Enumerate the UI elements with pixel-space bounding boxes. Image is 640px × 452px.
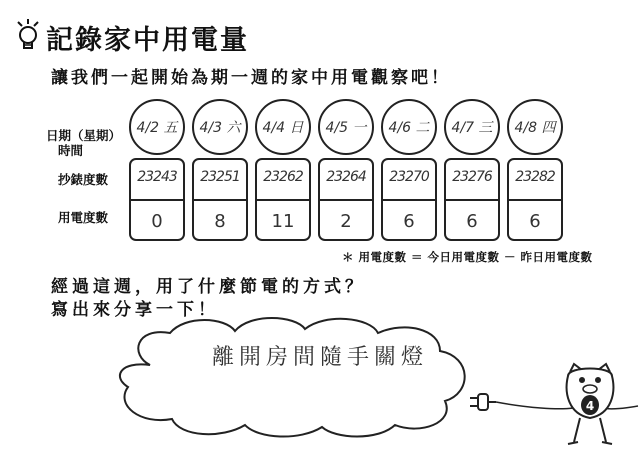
date-circle (129, 99, 185, 155)
meter-cell (192, 158, 248, 200)
date-circle (318, 99, 374, 155)
question-line-1: 經過這週，用了什麼節電的方式？ (51, 277, 366, 297)
date-circle (381, 99, 437, 155)
meter-cell (129, 158, 185, 200)
date-value: 4/5 一 (325, 120, 367, 136)
intro-text: 讓我們一起開始為期一週的家中用電觀察吧！ (51, 68, 451, 88)
usage-value: 0 (151, 211, 163, 232)
question-line-2: 寫出來分享一下！ (51, 300, 219, 320)
meter-cell (255, 158, 311, 200)
usage-value: 11 (271, 211, 295, 232)
usage-cell (318, 200, 374, 241)
date-label: 日期（星期） (46, 128, 122, 143)
usage-cell (255, 200, 311, 241)
date-value: 4/4 日 (262, 120, 304, 136)
meter-value: 23282 (515, 169, 555, 185)
meter-cell (318, 158, 374, 200)
answer-text: 離開房間隨手關燈 (212, 345, 429, 370)
meter-cell (381, 158, 437, 200)
lightbulb-icon (14, 18, 46, 54)
meter-value: 23262 (263, 169, 303, 185)
usage-cell (192, 200, 248, 241)
usage-value: 6 (403, 211, 415, 232)
meter-value: 23270 (389, 169, 429, 185)
date-circle (255, 99, 311, 155)
meter-label: 抄錶度數 (58, 172, 109, 187)
mascot-icon (560, 362, 620, 450)
formula-note: ＊ 用電度數 ＝ 今日用電度數 － 昨日用電度數 (342, 250, 593, 264)
date-value: 4/3 六 (199, 120, 241, 136)
usage-value: 6 (529, 211, 541, 232)
time-label: 時間 (58, 143, 84, 158)
usage-label: 用電度數 (58, 210, 109, 225)
cloud-answer-box (110, 315, 475, 440)
date-value: 4/2 五 (136, 120, 178, 136)
meter-cell (507, 158, 563, 200)
date-value: 4/8 四 (514, 120, 556, 136)
meter-value: 23264 (326, 169, 366, 185)
date-circle (507, 99, 563, 155)
usage-cell (444, 200, 500, 241)
date-value: 4/6 二 (388, 120, 430, 136)
meter-value: 23243 (137, 169, 177, 185)
usage-cell (381, 200, 437, 241)
meter-value: 23251 (200, 169, 240, 185)
usage-value: 2 (340, 211, 352, 232)
mascot-number: 4 (585, 399, 595, 413)
usage-cell (507, 200, 563, 241)
meter-cell (444, 158, 500, 200)
date-circle (192, 99, 248, 155)
usage-value: 8 (214, 211, 226, 232)
meter-value: 23276 (452, 169, 492, 185)
usage-cell (129, 200, 185, 241)
date-circle (444, 99, 500, 155)
date-value: 4/7 三 (451, 120, 493, 136)
page-title: 記錄家中用電量 (46, 25, 249, 56)
usage-value: 6 (466, 211, 478, 232)
